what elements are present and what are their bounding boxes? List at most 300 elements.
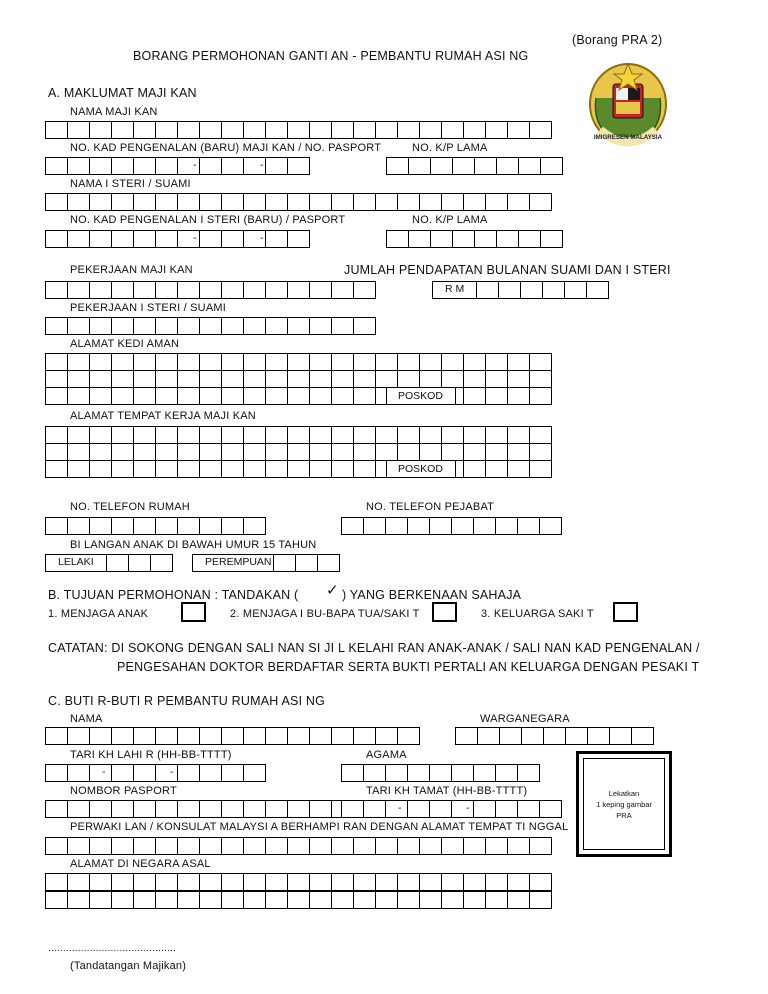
input-cell[interactable] [309,891,332,909]
input-cell[interactable] [111,157,134,175]
alamat-kediaman-row-2[interactable] [45,370,552,388]
input-cell[interactable] [243,891,266,909]
input-cell[interactable] [265,353,288,371]
input-cell[interactable] [273,554,296,572]
input-cell[interactable] [199,353,222,371]
input-cell[interactable] [385,764,408,782]
input-cell[interactable] [177,193,200,211]
input-cell[interactable] [353,193,376,211]
input-cell[interactable] [243,281,266,299]
input-cell[interactable] [265,800,288,818]
input-cell[interactable] [199,121,222,139]
input-cell[interactable] [133,353,156,371]
input-cell[interactable] [221,193,244,211]
alamat-kerja-row-2[interactable] [45,443,552,461]
input-cell[interactable] [265,387,288,405]
input-cell[interactable] [155,443,178,461]
input-cell[interactable] [507,353,530,371]
input-cell[interactable] [496,157,519,175]
input-cell[interactable] [495,764,518,782]
input-cell[interactable] [476,281,499,299]
input-cell[interactable] [265,443,288,461]
input-cell[interactable] [243,517,266,535]
input-cell[interactable] [243,727,266,745]
input-cell[interactable] [429,800,452,818]
input-cell[interactable] [463,460,486,478]
input-cell[interactable] [295,554,318,572]
input-cell[interactable] [155,230,178,248]
input-cell[interactable] [341,517,364,535]
input-cell[interactable] [309,443,332,461]
input-cell[interactable] [463,387,486,405]
input-cell[interactable] [331,727,354,745]
input-cell[interactable] [386,230,409,248]
input-cell[interactable] [199,443,222,461]
input-cell[interactable] [221,317,244,335]
input-cell[interactable] [375,443,398,461]
input-cell[interactable] [419,891,442,909]
input-cell[interactable] [287,873,310,891]
input-cell[interactable] [265,317,288,335]
input-cell[interactable] [419,353,442,371]
input-cell[interactable] [111,230,134,248]
input-cell[interactable] [529,837,552,855]
input-cell[interactable] [419,426,442,444]
input-cell[interactable] [565,727,588,745]
input-cell[interactable] [89,370,112,388]
input-cell[interactable] [111,426,134,444]
input-cell[interactable] [309,460,332,478]
input-cell[interactable] [419,370,442,388]
perempuan-count-boxes[interactable] [273,554,340,572]
input-cell[interactable] [243,800,266,818]
input-cell[interactable] [485,121,508,139]
input-cell[interactable] [441,370,464,388]
alamat-asal-row-2[interactable] [45,891,552,909]
input-cell[interactable] [67,317,90,335]
input-cell[interactable] [518,157,541,175]
input-cell[interactable] [331,193,354,211]
input-cell[interactable] [89,873,112,891]
input-cell[interactable] [265,230,288,248]
input-cell[interactable] [67,157,90,175]
input-cell[interactable] [265,460,288,478]
input-cell[interactable] [221,443,244,461]
input-cell[interactable] [287,837,310,855]
input-cell[interactable] [199,193,222,211]
tarikh-tamat-boxes[interactable] [341,800,562,818]
input-cell[interactable] [67,873,90,891]
input-cell[interactable] [485,370,508,388]
input-cell[interactable] [199,460,222,478]
agama-boxes[interactable] [341,764,540,782]
input-cell[interactable] [199,281,222,299]
input-cell[interactable] [221,387,244,405]
input-cell[interactable] [45,800,68,818]
input-cell[interactable] [529,353,552,371]
input-cell[interactable] [111,121,134,139]
input-cell[interactable] [353,426,376,444]
input-cell[interactable] [111,317,134,335]
input-cell[interactable] [287,317,310,335]
input-cell[interactable] [408,157,431,175]
input-cell[interactable] [375,873,398,891]
input-cell[interactable] [407,800,430,818]
input-cell[interactable] [243,370,266,388]
input-cell[interactable] [529,193,552,211]
input-cell[interactable] [485,387,508,405]
input-cell[interactable] [199,891,222,909]
input-cell[interactable] [265,193,288,211]
input-cell[interactable] [265,837,288,855]
input-cell[interactable] [221,353,244,371]
input-cell[interactable] [331,837,354,855]
input-cell[interactable] [520,281,543,299]
input-cell[interactable] [155,873,178,891]
input-cell[interactable] [45,317,68,335]
input-cell[interactable] [309,387,332,405]
input-cell[interactable] [155,517,178,535]
input-cell[interactable] [485,891,508,909]
input-cell[interactable] [331,370,354,388]
input-cell[interactable] [67,460,90,478]
input-cell[interactable] [309,121,332,139]
input-cell[interactable] [265,157,288,175]
input-cell[interactable] [507,837,530,855]
input-cell[interactable] [265,873,288,891]
input-cell[interactable] [498,281,521,299]
input-cell[interactable] [441,193,464,211]
input-cell[interactable] [451,517,474,535]
input-cell[interactable] [287,230,310,248]
input-cell[interactable] [155,460,178,478]
input-cell[interactable] [67,837,90,855]
input-cell[interactable] [243,837,266,855]
input-cell[interactable] [287,353,310,371]
input-cell[interactable] [199,727,222,745]
input-cell[interactable] [45,281,68,299]
input-cell[interactable] [309,193,332,211]
input-cell[interactable] [408,230,431,248]
input-cell[interactable] [529,443,552,461]
input-cell[interactable] [407,764,430,782]
input-cell[interactable] [331,281,354,299]
input-cell[interactable] [111,800,134,818]
input-cell[interactable] [309,837,332,855]
input-cell[interactable] [89,230,112,248]
input-cell[interactable] [89,353,112,371]
input-cell[interactable] [485,837,508,855]
input-cell[interactable] [485,353,508,371]
input-cell[interactable] [111,517,134,535]
input-cell[interactable] [331,353,354,371]
input-cell[interactable] [111,387,134,405]
input-cell[interactable] [463,443,486,461]
input-cell[interactable] [463,193,486,211]
input-cell[interactable] [199,317,222,335]
alamat-asal-row-1[interactable] [45,873,552,891]
input-cell[interactable] [221,764,244,782]
input-cell[interactable] [287,727,310,745]
input-cell[interactable] [331,460,354,478]
input-cell[interactable] [243,353,266,371]
input-cell[interactable] [199,426,222,444]
input-cell[interactable] [155,317,178,335]
input-cell[interactable] [155,800,178,818]
input-cell[interactable] [341,800,364,818]
input-cell[interactable] [363,517,386,535]
input-cell[interactable] [309,370,332,388]
input-cell[interactable] [133,387,156,405]
input-cell[interactable] [309,353,332,371]
input-cell[interactable] [243,460,266,478]
input-cell[interactable] [586,281,609,299]
ic-majikan-boxes[interactable] [45,157,310,175]
nama-pra-boxes[interactable] [45,727,420,745]
input-cell[interactable] [45,460,68,478]
input-cell[interactable] [221,460,244,478]
input-cell[interactable] [67,517,90,535]
input-cell[interactable] [309,727,332,745]
input-cell[interactable] [441,837,464,855]
input-cell[interactable] [133,873,156,891]
input-cell[interactable] [243,193,266,211]
input-cell[interactable] [287,443,310,461]
input-cell[interactable] [133,121,156,139]
input-cell[interactable] [89,727,112,745]
input-cell[interactable] [397,727,420,745]
input-cell[interactable] [177,764,200,782]
input-cell[interactable] [353,837,376,855]
input-cell[interactable] [419,121,442,139]
input-cell[interactable] [473,517,496,535]
input-cell[interactable] [89,460,112,478]
input-cell[interactable] [473,800,496,818]
input-cell[interactable] [317,554,340,572]
input-cell[interactable] [67,891,90,909]
input-cell[interactable] [353,353,376,371]
input-cell[interactable] [133,443,156,461]
input-cell[interactable] [243,121,266,139]
input-cell[interactable] [133,460,156,478]
input-cell[interactable] [221,230,244,248]
input-cell[interactable] [507,460,530,478]
input-cell[interactable] [529,891,552,909]
input-cell[interactable] [133,317,156,335]
input-cell[interactable] [419,873,442,891]
input-cell[interactable] [463,873,486,891]
input-cell[interactable] [353,873,376,891]
input-cell[interactable] [89,281,112,299]
input-cell[interactable] [45,157,68,175]
option-1-checkbox[interactable] [181,602,206,622]
input-cell[interactable] [177,873,200,891]
input-cell[interactable] [485,443,508,461]
input-cell[interactable] [221,370,244,388]
input-cell[interactable] [375,121,398,139]
input-cell[interactable] [67,443,90,461]
option-2-checkbox[interactable] [432,602,457,622]
input-cell[interactable] [177,121,200,139]
input-cell[interactable] [540,157,563,175]
input-cell[interactable] [155,764,178,782]
input-cell[interactable] [177,443,200,461]
input-cell[interactable] [543,727,566,745]
tarikh-lahir-boxes[interactable] [45,764,266,782]
input-cell[interactable] [155,281,178,299]
input-cell[interactable] [155,121,178,139]
input-cell[interactable] [45,121,68,139]
input-cell[interactable] [429,764,452,782]
tel-pejabat-boxes[interactable] [341,517,562,535]
input-cell[interactable] [540,230,563,248]
option-3-checkbox[interactable] [613,602,638,622]
input-cell[interactable] [473,764,496,782]
input-cell[interactable] [375,193,398,211]
input-cell[interactable] [542,281,565,299]
input-cell[interactable] [89,387,112,405]
input-cell[interactable] [45,873,68,891]
input-cell[interactable] [353,317,376,335]
input-cell[interactable] [67,370,90,388]
input-cell[interactable] [441,426,464,444]
input-cell[interactable] [89,837,112,855]
input-cell[interactable] [341,764,364,782]
nombor-pasport-boxes[interactable] [45,800,376,818]
input-cell[interactable] [265,281,288,299]
input-cell[interactable] [309,800,332,818]
input-cell[interactable] [287,387,310,405]
input-cell[interactable] [430,230,453,248]
input-cell[interactable] [507,873,530,891]
input-cell[interactable] [375,727,398,745]
input-cell[interactable] [111,873,134,891]
input-cell[interactable] [111,193,134,211]
input-cell[interactable] [67,353,90,371]
input-cell[interactable] [111,891,134,909]
input-cell[interactable] [89,426,112,444]
input-cell[interactable] [265,727,288,745]
nama-majikan-boxes[interactable] [45,121,552,139]
input-cell[interactable] [221,837,244,855]
input-cell[interactable] [155,426,178,444]
input-cell[interactable] [386,157,409,175]
input-cell[interactable] [133,230,156,248]
input-cell[interactable] [155,891,178,909]
input-cell[interactable] [89,891,112,909]
input-cell[interactable] [507,370,530,388]
input-cell[interactable] [67,230,90,248]
input-cell[interactable] [89,317,112,335]
input-cell[interactable] [375,891,398,909]
input-cell[interactable] [45,443,68,461]
input-cell[interactable] [529,873,552,891]
input-cell[interactable] [521,727,544,745]
input-cell[interactable] [128,554,151,572]
input-cell[interactable] [452,157,475,175]
input-cell[interactable] [199,800,222,818]
input-cell[interactable] [441,121,464,139]
input-cell[interactable] [363,764,386,782]
input-cell[interactable] [45,764,68,782]
input-cell[interactable] [353,727,376,745]
input-cell[interactable] [499,727,522,745]
input-cell[interactable] [517,764,540,782]
input-cell[interactable] [67,387,90,405]
input-cell[interactable] [67,727,90,745]
input-cell[interactable] [385,800,408,818]
input-cell[interactable] [265,370,288,388]
perwakilan-boxes[interactable] [45,837,552,855]
input-cell[interactable] [111,353,134,371]
input-cell[interactable] [287,891,310,909]
input-cell[interactable] [177,517,200,535]
input-cell[interactable] [265,426,288,444]
input-cell[interactable] [430,157,453,175]
input-cell[interactable] [221,891,244,909]
input-cell[interactable] [111,281,134,299]
tel-rumah-boxes[interactable] [45,517,266,535]
input-cell[interactable] [287,157,310,175]
input-cell[interactable] [221,281,244,299]
input-cell[interactable] [564,281,587,299]
input-cell[interactable] [331,121,354,139]
input-cell[interactable] [199,764,222,782]
input-cell[interactable] [265,891,288,909]
input-cell[interactable] [451,800,474,818]
input-cell[interactable] [507,387,530,405]
input-cell[interactable] [539,800,562,818]
input-cell[interactable] [199,517,222,535]
input-cell[interactable] [150,554,173,572]
input-cell[interactable] [485,460,508,478]
input-cell[interactable] [111,370,134,388]
signature-line[interactable]: ........................................... [48,943,177,954]
input-cell[interactable] [397,426,420,444]
input-cell[interactable] [133,727,156,745]
input-cell[interactable] [155,193,178,211]
nama-isteri-boxes[interactable] [45,193,552,211]
input-cell[interactable] [477,727,500,745]
input-cell[interactable] [177,426,200,444]
input-cell[interactable] [133,157,156,175]
input-cell[interactable] [441,353,464,371]
input-cell[interactable] [199,873,222,891]
alamat-kediaman-row-1[interactable] [45,353,552,371]
input-cell[interactable] [177,353,200,371]
input-cell[interactable] [221,517,244,535]
input-cell[interactable] [331,873,354,891]
input-cell[interactable] [67,121,90,139]
input-cell[interactable] [287,426,310,444]
input-cell[interactable] [199,157,222,175]
input-cell[interactable] [45,353,68,371]
input-cell[interactable] [155,353,178,371]
input-cell[interactable] [111,460,134,478]
input-cell[interactable] [45,370,68,388]
input-cell[interactable] [287,193,310,211]
input-cell[interactable] [67,193,90,211]
input-cell[interactable] [485,873,508,891]
input-cell[interactable] [375,837,398,855]
input-cell[interactable] [397,370,420,388]
input-cell[interactable] [89,157,112,175]
input-cell[interactable] [177,387,200,405]
input-cell[interactable] [287,370,310,388]
input-cell[interactable] [529,387,552,405]
input-cell[interactable] [463,353,486,371]
kp-lama-2-boxes[interactable] [386,230,563,248]
